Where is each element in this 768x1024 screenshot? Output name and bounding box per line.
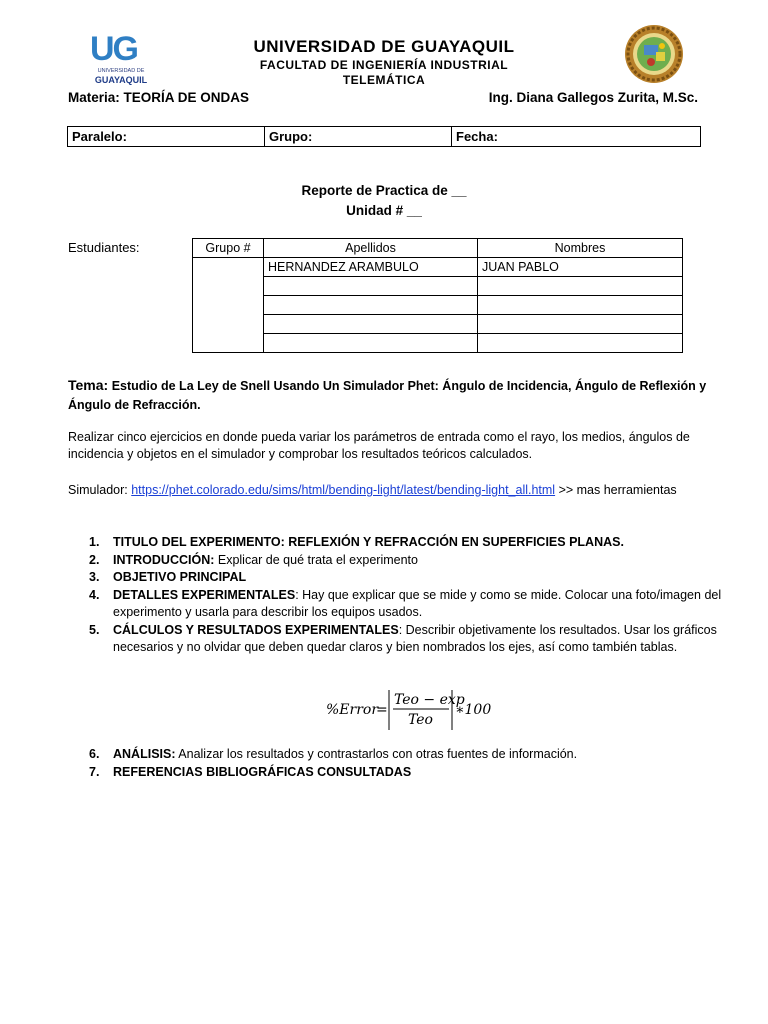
faculty-title: FACULTAD DE INGENIERÍA INDUSTRIAL [259,58,509,72]
nombres-cell[interactable] [478,315,683,334]
instructions-paragraph: Realizar cinco ejercicios en donde pueda variar los parámetros de entrada como el rayo, los medios, ángulos de incidencia y objetos en el simulador y comprobar los resultados teóricos calculados. [68,430,690,461]
info-row [67,126,701,147]
list-item: 1. TITULO DEL EXPERIMENTO: REFLEXIÓN Y REFRACCIÓN EN SUPERFICIES PLANAS. [89,535,624,549]
simulator-label: Simulador: [68,483,132,497]
list-item: 7. REFERENCIAS BIBLIOGRÁFICAS CONSULTADAS [89,764,412,779]
table-row [193,277,683,296]
formula-numerator: Teo − exp [394,692,465,708]
apellidos-cell[interactable]: HERNANDEZ ARAMBULO [264,258,478,277]
apellidos-cell[interactable] [264,277,478,296]
column-header: Apellidos [264,239,478,258]
logo-line1: UNIVERSIDAD DE [97,68,145,74]
university-title: UNIVERSIDAD DE GUAYAQUIL [253,37,515,56]
formula-denominator: Teo [408,712,433,728]
students-table [192,238,683,353]
list-item: 5. CÁLCULOS Y RESULTADOS EXPERIMENTALES: Describir objetivamente los resultados. Usar los gráficos necesarios y no olvidar que deben quedar claros y bien nombrados los ejes, así como también tablas. [89,622,717,654]
nombres-cell[interactable] [478,334,683,353]
formula-equals: = [376,702,388,718]
paralelo-field[interactable]: Paralelo: [68,127,265,146]
subject-label: Materia: TEORÍA DE ONDAS [68,90,250,105]
nombres-cell[interactable]: JUAN PABLO [478,258,683,277]
table-row [193,315,683,334]
career-title: TELEMÁTICA [342,73,426,87]
nombres-cell[interactable] [478,296,683,315]
topic [68,376,708,415]
logo-ug-text: UG [90,30,137,68]
topic-label: Tema: [68,377,109,393]
apellidos-cell[interactable] [264,296,478,315]
university-logo [88,30,150,90]
formula-lhs: %Error [326,702,379,718]
report-title: Reporte de Practica de __ [301,183,467,198]
topic-text: Estudio de La Ley de Snell Usando Un Simulador Phet: Ángulo de Incidencia, Ángulo de Reflexión y Ángulo de Refracción. [68,379,707,412]
column-header: Grupo # [193,239,264,258]
nombres-cell[interactable] [478,277,683,296]
report-unit: Unidad # __ [346,203,422,218]
group-number-cell[interactable] [193,258,264,353]
list-item: 6. ANÁLISIS: Analizar los resultados y contrastarlos con otras fuentes de información. [89,747,578,761]
fecha-field[interactable]: Fecha: [456,129,498,144]
simulator-paragraph [68,482,708,499]
simulator-suffix: >> mas herramientas [555,483,677,497]
list-item: 4. DETALLES EXPERIMENTALES: Hay que explicar que se mide y como se mide. Colocar una foto/imagen del experimento y usarla para describir los equipos usados. [89,587,722,619]
teacher-label: Ing. Diana Gallegos Zurita, M.Sc. [488,90,698,105]
column-header: Nombres [478,239,683,258]
list-item: 3. OBJETIVO PRINCIPAL [89,570,247,584]
apellidos-cell[interactable] [264,315,478,334]
apellidos-cell[interactable] [264,334,478,353]
students-label: Estudiantes: [68,240,140,255]
table-row [193,296,683,315]
table-header-row [193,239,683,258]
report-sections-list [68,534,743,657]
formula-multiplier: ∗100 [455,702,492,718]
logo-line2: GUAYAQUIL [94,75,148,85]
simulator-link[interactable]: https://phet.colorado.edu/sims/html/bending-light/latest/bending-light_all.html [131,483,556,497]
table-row [193,258,683,277]
table-row [193,334,683,353]
report-sections-list-continued [68,746,743,781]
faculty-seal-icon [624,24,684,84]
list-item: 2. INTRODUCCIÓN: Explicar de qué trata el experimento [89,552,418,567]
error-formula [326,686,506,732]
grupo-field[interactable]: Grupo: [265,127,452,146]
